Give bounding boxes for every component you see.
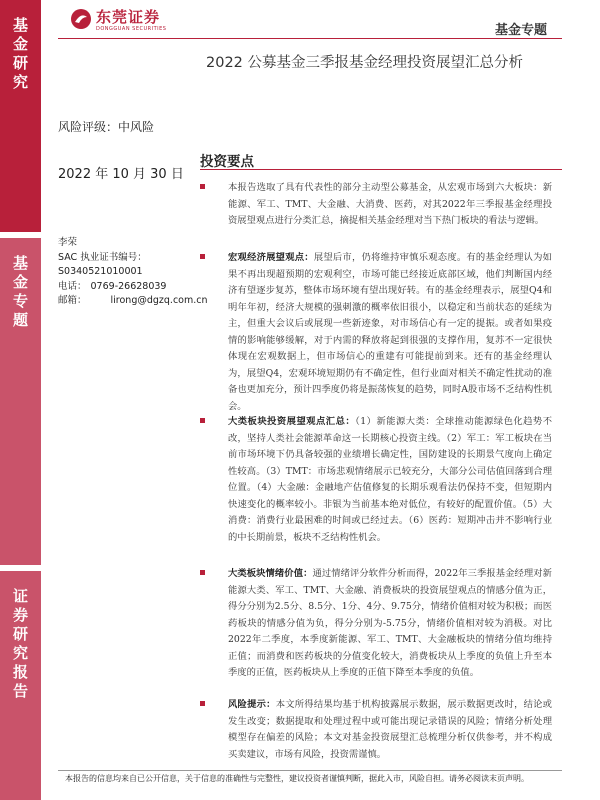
bullet-overview	[200, 180, 552, 230]
left-sidebar-strip	[0, 0, 41, 800]
header-category-tag: 基金专题	[494, 23, 547, 38]
bullet-sector-outlook	[200, 414, 552, 546]
sidebar-char: 告	[12, 682, 28, 700]
section-heading: 投资要点	[200, 154, 254, 170]
bullet-marker-icon	[200, 570, 205, 575]
sidebar-section-topic	[0, 238, 41, 565]
header-divider	[58, 38, 562, 39]
sidebar-char: 证	[12, 587, 28, 605]
bullet-sentiment-value	[200, 566, 552, 682]
bullet-text: （1）新能源大类：全球推动能源绿色化趋势不改，坚持人类社会能源革命这一长期核心投资主线。（2）军工：军工板块在当前市场环境下仍具备较强的业绩增长确定性，国防建设的长期景气度向上确定性较高。（3）TMT：市场悲观情绪展示已较充分，大部分公司估值回落到合理位置。（4）大金融：金融地产估值修复的长期乐观看法仍保持不变，但短期内快速变化的概率较小。非银为当前基本绝对低位，有较好的配置价值。（5）大消费：消费行业最困难的时间或已经过去。（6）医药：短期冲击并不影响行业的中长期前景，板块不乏结构性机会。	[228, 416, 552, 543]
logo-english-name: DONGGUAN SECURITIES	[96, 26, 167, 32]
cert-label: SAC 执业证书编号：	[58, 251, 147, 263]
phone-label: 电话：	[58, 280, 87, 292]
bullet-lead: 大类板块投资展望观点汇总：	[228, 416, 356, 427]
sidebar-char: 报	[12, 663, 28, 681]
bullet-marker-icon	[200, 418, 205, 423]
bullet-lead: 大类板块情绪价值：	[228, 568, 313, 579]
cert-number: S0340521010001	[58, 266, 143, 277]
email-row	[58, 294, 208, 309]
sidebar-char: 基	[12, 16, 28, 34]
logo-mark-icon	[70, 8, 92, 30]
bullet-risk-warning	[200, 697, 552, 763]
footer-divider	[58, 770, 562, 771]
footer-disclaimer: 本报告的信息均来自已公开信息，关于信息的准确性与完整性，建议投资者谨慎判断，据此入市，风险自担。请务必阅读末页声明。	[65, 774, 529, 783]
bullet-text: 展望后市，仍将维持审慎乐观态度。有的基金经理认为如果不再出现超预期的宏观利空，市场可能已经接近底部区域，他们判断国内经济有望逐步复苏，整体市场环境有望出现好转。有的基金经理表示，展望Q4和明年年初，经济大规模的强刺激的概率依旧很小，以稳定和当前状态的延续为主，但重大会议后或展现一些新迹象，对市场信心有一定的提振。或者如果疫情的影响能够缓解，对于内需的释放将起到很强的支撑作用，复苏不一定很快体现在宏观数据上，但市场信心的重建有可能提前到来。还有的基金经理认为，展望Q4，宏观环境短期仍有不确定性，但行业面对相关不确定性扰动的准备也更加充分，预计四季度仍将是振荡恢复的趋势，同时A股市场不乏结构性机会。	[228, 252, 552, 412]
section-divider	[200, 169, 562, 170]
author-info	[58, 236, 208, 309]
sidebar-char: 究	[12, 644, 28, 662]
phone-row	[58, 280, 208, 295]
bullet-macro-outlook	[200, 250, 552, 415]
sidebar-char: 究	[12, 73, 28, 91]
sidebar-char: 题	[12, 311, 28, 329]
sidebar-char: 研	[12, 54, 28, 72]
email-link[interactable]: lirong@dgzq.com.cn	[110, 295, 208, 306]
logo-chinese-name: 东莞证券	[96, 8, 161, 26]
sidebar-section-report	[0, 571, 41, 800]
bullet-text: 通过情绪评分软件分析而得，2022年三季报基金经理对新能源大类、军工、TMT、大金融、消费板块的投资展望观点的情感分值为正，得分分别为2.5分、8.5分、1分、4分、9.75分，情绪价值相对较为积极；而医药板块的情感分值为负，得分分别为-5.75分，情绪价值相对较为消极。对比2022年二季度，本季度新能源、军工、TMT、大金融板块的情绪分值均维持正值；而消费和医药板块的分值变化较大，消费板块从上季度的负值上升至本季度的正值，医药板块从上季度的正值下降至本季度的负值。	[228, 568, 552, 678]
sidebar-char: 研	[12, 625, 28, 643]
bullet-text: 本报告选取了具有代表性的部分主动型公募基金，从宏观市场到六大板块：新能源、军工、TMT、大金融、大消费、医药，对其2022年三季报基金经理投资展望观点进行分类汇总，摘捉相关基金经理对当下热门板块的看法与逻辑。	[228, 182, 552, 226]
report-title: 2022 公募基金三季报基金经理投资展望汇总分析	[206, 55, 524, 71]
author-name: 李荣	[58, 237, 78, 248]
company-logo	[70, 6, 166, 32]
bullet-lead: 宏观经济展望观点：	[228, 252, 314, 263]
bullet-marker-icon	[200, 701, 205, 706]
bullet-text: 本文所得结果均基于机构披露展示数据，展示数据更改时，结论或发生改变；数据提取和处理过程中或可能出现记录错误的风险；情绪分析处理模型存在偏差的风险；本文对基金投资展望汇总梳理分析仅供参考，并不构成买卖建议，市场有风险，投资需谨慎。	[228, 699, 552, 760]
bullet-lead: 风险提示：	[228, 699, 276, 710]
sidebar-char: 金	[12, 35, 28, 53]
email-label: 邮箱：	[58, 295, 87, 306]
risk-rating: 风险评级：中风险	[58, 120, 155, 134]
sidebar-char: 金	[12, 273, 28, 291]
bullet-marker-icon	[200, 254, 205, 259]
sidebar-char: 券	[12, 606, 28, 624]
bullet-marker-icon	[200, 184, 205, 189]
phone-value: 0769-26628039	[90, 280, 167, 292]
sidebar-char: 专	[12, 292, 28, 310]
sidebar-section-research	[0, 0, 41, 232]
sidebar-char: 基	[12, 254, 28, 272]
report-date: 2022 年 10 月 30 日	[58, 167, 184, 182]
